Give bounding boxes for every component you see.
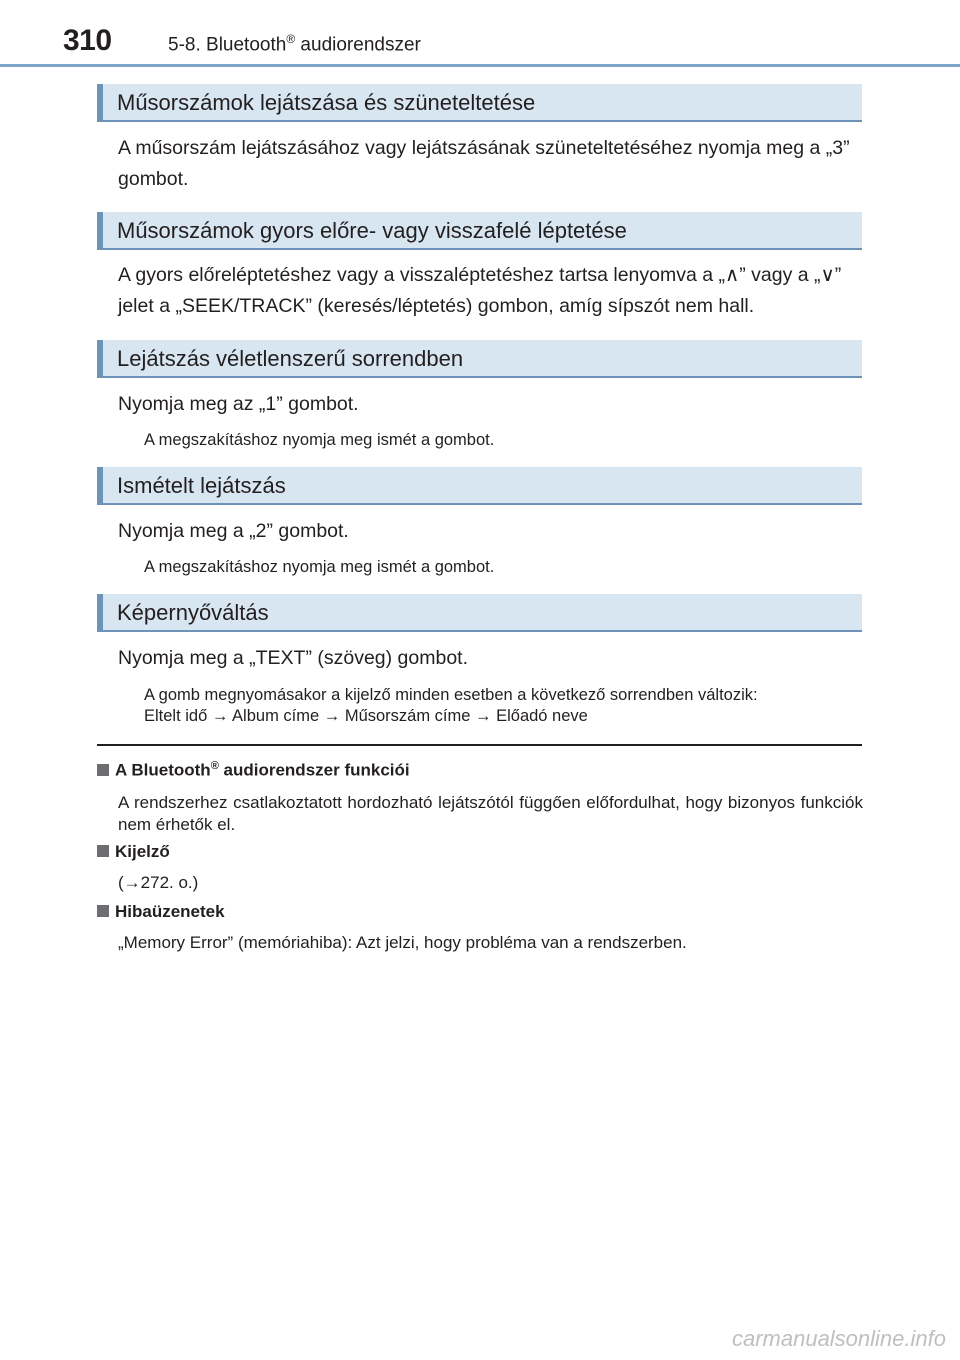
section-heading-random — [97, 340, 862, 378]
square-bullet-icon — [97, 905, 109, 917]
section-heading-fast-seek — [97, 212, 862, 250]
info-heading-functions — [97, 760, 410, 781]
info-divider — [97, 744, 862, 746]
registered-mark: ® — [286, 32, 296, 46]
page-number: 310 — [63, 24, 112, 57]
section-heading-text: Képernyőváltás — [117, 600, 269, 625]
chapter-title — [168, 32, 421, 56]
section-body-display-change: Nyomja meg a „TEXT” (szöveg) gombot. — [118, 647, 469, 669]
watermark: carmanualsonline.info — [731, 1326, 946, 1351]
info-heading-errors — [97, 902, 225, 922]
section-body-fast-seek: A gyors előreléptetéshez vagy a visszaléptetéshez tartsa lenyomva a „∧” vagy a „∨” jelet a „SEEK/TRACK” (keresés/léptetés) gombon, amíg sípszót nem hall. — [118, 264, 842, 317]
section-heading-text: Műsorszámok lejátszása és szüneteltetése — [117, 90, 536, 115]
section-body-repeat: Nyomja meg a „2” gombot. — [118, 520, 349, 542]
info-heading-prefix: A Bluetooth — [115, 760, 211, 780]
section-heading-repeat — [97, 467, 862, 505]
section-note-display-line1: A gomb megnyomásakor a kijelző minden esetben a következő sorrendben változik: — [144, 686, 758, 704]
section-heading-display-change — [97, 594, 862, 632]
page-header — [0, 0, 960, 70]
chapter-title-prefix: 5-8. Bluetooth — [168, 34, 287, 56]
square-bullet-icon — [97, 845, 109, 857]
info-heading-label: Hibaüzenetek — [115, 902, 225, 921]
info-heading-label: Kijelző — [115, 842, 170, 861]
section-body-play-pause: A műsorszám lejátszásához vagy lejátszásának szüneteltetéséhez nyomja meg a „3” gombot. — [118, 137, 850, 190]
info-heading-display — [97, 842, 170, 862]
section-note-display-line2: Eltelt idő → Album címe → Műsorszám címe → Előadó neve — [144, 707, 588, 725]
info-text-errors: „Memory Error” (memóriahiba): Azt jelzi, hogy probléma van a rendszerben. — [118, 933, 687, 952]
chapter-title-suffix: audiorendszer — [295, 34, 421, 56]
section-note-random: A megszakításhoz nyomja meg ismét a gombot. — [144, 431, 495, 449]
square-bullet-icon — [97, 764, 109, 776]
section-note-repeat: A megszakításhoz nyomja meg ismét a gombot. — [144, 558, 495, 576]
section-heading-text: Ismételt lejátszás — [117, 473, 286, 498]
registered-mark: ® — [210, 760, 219, 772]
info-heading-suffix: audiorendszer funkciói — [218, 760, 410, 780]
header-rule — [0, 64, 960, 67]
section-body-random: Nyomja meg az „1” gombot. — [118, 393, 359, 415]
section-heading-play-pause — [97, 84, 862, 122]
info-text-display: (→272. o.) — [118, 873, 199, 892]
section-heading-text: Műsorszámok gyors előre- vagy visszafelé léptetése — [117, 218, 627, 243]
info-text-functions: A rendszerhez csatlakoztatott hordozható lejátszótól függően előfordulhat, hogy bizonyos funkciók nem érhetők el. — [118, 793, 863, 834]
section-heading-text: Lejátszás véletlenszerű sorrendben — [117, 346, 464, 371]
